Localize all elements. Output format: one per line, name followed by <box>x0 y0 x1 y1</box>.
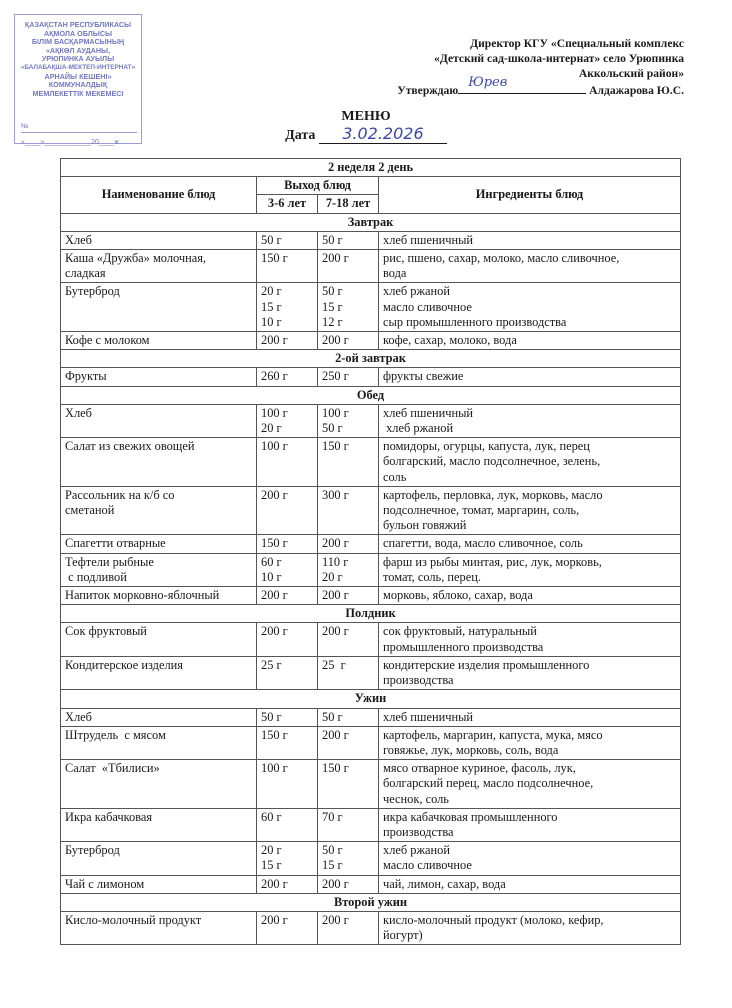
table-row <box>61 486 681 535</box>
ingredients-cell <box>379 486 681 535</box>
portion-3-6-cell <box>257 404 318 437</box>
portion-3-6: 100 г <box>261 761 288 776</box>
stamp-text <box>15 21 141 98</box>
ingredients: кондитерские изделия промышленного <box>383 657 590 672</box>
portion-3-6: 200 г <box>261 487 288 502</box>
portion-3-6-cell <box>257 587 318 605</box>
dish-name-cell <box>61 283 257 332</box>
ingredients: болгарский, масло подсолнечное, зелень, <box>383 454 601 469</box>
ingredients: хлеб пшеничный <box>383 232 474 247</box>
ingredients: бульон говяжий <box>383 518 467 533</box>
ingredients: подсолнечное, томат, маргарин, соль, <box>383 503 580 518</box>
ingredients: говяжье, лук, морковь, соль, вода <box>383 742 559 757</box>
portion-3-6-cell <box>257 438 318 487</box>
ingredients: хлеб пшеничный <box>383 405 474 420</box>
section-row <box>61 350 681 368</box>
stamp-line: МЕМЛЕКЕТТІК МЕКЕМЕСІ <box>32 88 124 98</box>
dish-name: Каша «Дружба» молочная, <box>65 251 207 266</box>
dish-name: Икра кабачковая <box>65 809 153 824</box>
ingredients: хлеб ржаной <box>383 421 454 436</box>
portion-3-6: 25 г <box>261 657 282 672</box>
portion-3-6: 15 г <box>261 299 282 314</box>
portion-3-6: 10 г <box>261 569 282 584</box>
dish-name: Бутерброд <box>65 284 120 299</box>
dish-name: Сок фруктовый <box>65 624 147 639</box>
header-age-3-6: 3-6 лет <box>257 195 318 213</box>
portion-7-18: 150 г <box>322 761 349 776</box>
ingredients: производства <box>383 824 454 839</box>
menu-body <box>61 213 681 945</box>
ingredients-cell <box>379 808 681 841</box>
approval-signature-row <box>364 75 684 98</box>
portion-7-18-cell <box>318 623 379 656</box>
approval-line-1: Директор КГУ «Специальный комплекс <box>470 37 684 50</box>
dish-name-cell <box>61 708 257 726</box>
ingredients: масло сливочное <box>383 858 472 873</box>
portion-7-18-cell <box>318 726 379 759</box>
portion-3-6: 20 г <box>261 421 282 436</box>
ingredients: соль <box>383 469 407 484</box>
dish-name-cell <box>61 404 257 437</box>
portion-3-6: 20 г <box>261 284 282 299</box>
ingredients-cell <box>379 911 681 944</box>
table-caption: 2 неделя 2 день <box>61 159 681 177</box>
portion-3-6-cell <box>257 708 318 726</box>
table-row <box>61 535 681 553</box>
dish-name-cell <box>61 231 257 249</box>
stamp-date-field: «____»____________20____ж. <box>21 139 122 146</box>
table-row <box>61 911 681 944</box>
table-row <box>61 553 681 586</box>
portion-3-6-cell <box>257 875 318 893</box>
stamp-line: ҚАЗАҚСТАН РЕСПУБЛИКАСЫ <box>24 20 132 29</box>
ingredients: масло сливочное <box>383 299 472 314</box>
portion-7-18-cell <box>318 404 379 437</box>
ingredients: промышленного производства <box>383 639 544 654</box>
portion-7-18: 50 г <box>322 421 343 436</box>
portion-7-18-cell <box>318 368 379 386</box>
portion-3-6: 150 г <box>261 727 288 742</box>
ingredients: хлеб ржаной <box>383 843 450 858</box>
portion-7-18-cell <box>318 231 379 249</box>
header-output: Выход блюд <box>257 177 379 195</box>
portion-7-18: 70 г <box>322 809 343 824</box>
portion-3-6-cell <box>257 808 318 841</box>
page-title: МЕНЮ <box>341 109 391 124</box>
ingredients: болгарский перец, масло подсолнечное, <box>383 776 594 791</box>
signature: Юрев <box>468 75 508 90</box>
portion-3-6-cell <box>257 760 318 809</box>
stamp-number-field: № <box>21 123 137 133</box>
portion-7-18-cell <box>318 250 379 283</box>
section-title: Полдник <box>61 605 681 623</box>
portion-7-18-cell <box>318 760 379 809</box>
portion-7-18: 50 г <box>322 843 343 858</box>
table-row <box>61 623 681 656</box>
portion-3-6-cell <box>257 842 318 875</box>
section-row <box>61 386 681 404</box>
portion-7-18-cell <box>318 283 379 332</box>
section-title: 2-ой завтрак <box>61 350 681 368</box>
portion-7-18-cell <box>318 842 379 875</box>
section-title: Обед <box>61 386 681 404</box>
approve-label: Утверждаю <box>397 84 459 97</box>
ingredients-cell <box>379 726 681 759</box>
portion-3-6: 100 г <box>261 439 288 454</box>
dish-name: Фрукты <box>65 369 107 384</box>
ingredients: йогурт) <box>383 928 423 943</box>
portion-3-6-cell <box>257 332 318 350</box>
ingredients: вода <box>383 266 407 281</box>
portion-3-6: 50 г <box>261 709 282 724</box>
table-row <box>61 368 681 386</box>
stamp-line: АРНАЙЫ КЕШЕНІ» <box>44 71 112 81</box>
ingredients: хлеб ржаной <box>383 284 450 299</box>
signer-name: Алдажарова Ю.С. <box>589 84 684 97</box>
table-row <box>61 404 681 437</box>
portion-3-6-cell <box>257 726 318 759</box>
portion-7-18: 200 г <box>322 251 349 266</box>
date-value: 3.02.2026 <box>319 125 447 144</box>
ingredients: мясо отварное куриное, фасоль, лук, <box>383 761 576 776</box>
ingredients-cell <box>379 332 681 350</box>
table-caption-row <box>61 159 681 177</box>
table-row <box>61 332 681 350</box>
portion-7-18: 200 г <box>322 588 349 603</box>
ingredients: спагетти, вода, масло сливочное, соль <box>383 536 583 551</box>
section-row <box>61 893 681 911</box>
stamp-line: УРЮПИНКА АУЫЛЫ <box>41 54 115 64</box>
ingredients: икра кабачковая промышленного <box>383 809 558 824</box>
dish-name: Кондитерское изделия <box>65 657 183 672</box>
portion-3-6: 200 г <box>261 588 288 603</box>
portion-3-6: 260 г <box>261 369 288 384</box>
table-row <box>61 438 681 487</box>
portion-7-18: 200 г <box>322 727 349 742</box>
table-row <box>61 250 681 283</box>
ingredients: томат, соль, перец. <box>383 569 481 584</box>
dish-name: Бутерброд <box>65 843 120 858</box>
dish-name-cell <box>61 726 257 759</box>
ingredients-cell <box>379 842 681 875</box>
portion-3-6-cell <box>257 368 318 386</box>
portion-3-6-cell <box>257 911 318 944</box>
stamp-line: «БАЛАБАҚША-МЕКТЕП-ИНТЕРНАТ» <box>20 63 136 71</box>
table-row <box>61 842 681 875</box>
portion-3-6-cell <box>257 623 318 656</box>
dish-name-cell <box>61 656 257 689</box>
portion-3-6: 150 г <box>261 536 288 551</box>
dish-name: Хлеб <box>65 232 92 247</box>
portion-3-6: 60 г <box>261 809 282 824</box>
ingredients: морковь, яблоко, сахар, вода <box>383 588 533 603</box>
portion-7-18: 200 г <box>322 876 349 891</box>
table-header-row <box>61 177 681 195</box>
stamp-line: БІЛІМ БАСҚАРМАСЫНЫҢ <box>31 37 125 47</box>
section-title: Ужин <box>61 690 681 708</box>
approval-line-3: Аккольский район» <box>578 67 684 80</box>
dish-name-cell <box>61 535 257 553</box>
ingredients: фарш из рыбы минтая, рис, лук, морковь, <box>383 554 602 569</box>
ingredients-cell <box>379 875 681 893</box>
ingredients: кисло-молочный продукт (молоко, кефир, <box>383 912 604 927</box>
portion-3-6: 150 г <box>261 251 288 266</box>
dish-name-cell <box>61 875 257 893</box>
portion-3-6: 50 г <box>261 232 282 247</box>
portion-7-18: 25 г <box>322 657 346 672</box>
dish-name: с подливой <box>65 569 127 584</box>
portion-3-6: 200 г <box>261 624 288 639</box>
section-row <box>61 605 681 623</box>
portion-7-18: 150 г <box>322 439 349 454</box>
ingredients-cell <box>379 438 681 487</box>
portion-3-6-cell <box>257 535 318 553</box>
portion-7-18: 200 г <box>322 912 349 927</box>
portion-7-18: 200 г <box>322 333 349 348</box>
table-row <box>61 231 681 249</box>
stamp-line: КОММУНАЛДЫҚ <box>48 80 108 90</box>
header-dish-name: Наименование блюд <box>61 177 257 213</box>
ingredients-cell <box>379 368 681 386</box>
stamp-line: АҚМОЛА ОБЛЫСЫ <box>43 28 113 38</box>
section-title: Второй ужин <box>61 893 681 911</box>
ingredients-cell <box>379 708 681 726</box>
portion-7-18: 200 г <box>322 624 349 639</box>
portion-7-18-cell <box>318 808 379 841</box>
portion-7-18: 20 г <box>322 569 343 584</box>
dish-name: Кофе с молоком <box>65 333 150 348</box>
dish-name-cell <box>61 842 257 875</box>
dish-name: Штрудель с мясом <box>65 727 166 742</box>
ingredients-cell <box>379 283 681 332</box>
ingredients-cell <box>379 587 681 605</box>
portion-7-18-cell <box>318 587 379 605</box>
menu-title-block <box>0 108 732 144</box>
ingredients: помидоры, огурцы, капуста, лук, перец <box>383 439 590 454</box>
ingredients: сок фруктовый, натуральный <box>383 624 537 639</box>
portion-3-6: 100 г <box>261 405 288 420</box>
portion-7-18-cell <box>318 656 379 689</box>
portion-3-6: 200 г <box>261 876 288 891</box>
ingredients: чай, лимон, сахар, вода <box>383 876 506 891</box>
menu-table <box>60 158 681 945</box>
section-title: Завтрак <box>61 213 681 231</box>
portion-3-6: 200 г <box>261 912 288 927</box>
dish-name-cell <box>61 250 257 283</box>
portion-7-18: 250 г <box>322 369 349 384</box>
dish-name: сладкая <box>65 266 106 281</box>
section-row <box>61 213 681 231</box>
portion-7-18: 300 г <box>322 487 349 502</box>
dish-name-cell <box>61 486 257 535</box>
portion-7-18: 50 г <box>322 232 343 247</box>
ingredients: производства <box>383 673 454 688</box>
portion-3-6-cell <box>257 656 318 689</box>
ingredients-cell <box>379 250 681 283</box>
portion-7-18: 15 г <box>322 858 343 873</box>
portion-3-6-cell <box>257 250 318 283</box>
dish-name: Чай с лимоном <box>65 876 145 891</box>
portion-3-6-cell <box>257 283 318 332</box>
ingredients-cell <box>379 760 681 809</box>
dish-name: Рассольник на к/б со <box>65 487 175 502</box>
portion-3-6: 60 г <box>261 554 282 569</box>
portion-7-18-cell <box>318 708 379 726</box>
portion-3-6: 10 г <box>261 314 282 329</box>
portion-7-18-cell <box>318 438 379 487</box>
stamp-line: «АҚКӨЛ АУДАНЫ, <box>45 45 111 55</box>
portion-7-18: 50 г <box>322 284 343 299</box>
dish-name: Напиток морковно-яблочный <box>65 588 220 603</box>
portion-7-18-cell <box>318 535 379 553</box>
header-ingredients: Ингредиенты блюд <box>379 177 681 213</box>
ingredients-cell <box>379 553 681 586</box>
ingredients-cell <box>379 656 681 689</box>
portion-3-6-cell <box>257 231 318 249</box>
table-row <box>61 808 681 841</box>
dish-name-cell <box>61 911 257 944</box>
portion-7-18-cell <box>318 332 379 350</box>
portion-7-18-cell <box>318 553 379 586</box>
portion-7-18: 200 г <box>322 536 349 551</box>
ingredients: хлеб пшеничный <box>383 709 474 724</box>
portion-7-18-cell <box>318 486 379 535</box>
dish-name-cell <box>61 332 257 350</box>
table-row <box>61 708 681 726</box>
dish-name-cell <box>61 760 257 809</box>
portion-3-6: 200 г <box>261 333 288 348</box>
portion-3-6-cell <box>257 486 318 535</box>
ingredients: кофе, сахар, молоко, вода <box>383 333 517 348</box>
dish-name-cell <box>61 623 257 656</box>
table-row <box>61 656 681 689</box>
dish-name-cell <box>61 368 257 386</box>
signature-line <box>458 75 586 94</box>
portion-7-18: 100 г <box>322 405 349 420</box>
ingredients: картофель, перловка, лук, морковь, масло <box>383 487 603 502</box>
portion-3-6-cell <box>257 553 318 586</box>
dish-name-cell <box>61 587 257 605</box>
dish-name-cell <box>61 553 257 586</box>
table-row <box>61 760 681 809</box>
dish-name: Тефтели рыбные <box>65 554 154 569</box>
table-row <box>61 587 681 605</box>
header-age-7-18: 7-18 лет <box>318 195 379 213</box>
portion-3-6: 15 г <box>261 858 282 873</box>
dish-name: Кисло-молочный продукт <box>65 912 202 927</box>
dish-name: Салат из свежих овощей <box>65 439 195 454</box>
ingredients: фрукты свежие <box>383 369 464 384</box>
ingredients: сыр промышленного производства <box>383 314 567 329</box>
dish-name: Спагетти отварные <box>65 536 166 551</box>
portion-7-18-cell <box>318 875 379 893</box>
portion-7-18: 110 г <box>322 554 349 569</box>
date-label: Дата <box>285 128 316 143</box>
table-row <box>61 283 681 332</box>
dish-name: Хлеб <box>65 405 92 420</box>
date-row <box>0 125 732 144</box>
dish-name-cell <box>61 808 257 841</box>
portion-7-18-cell <box>318 911 379 944</box>
portion-7-18: 15 г <box>322 299 343 314</box>
ingredients-cell <box>379 623 681 656</box>
dish-name: сметаной <box>65 503 115 518</box>
dish-name: Хлеб <box>65 709 92 724</box>
table-row <box>61 875 681 893</box>
table-row <box>61 726 681 759</box>
portion-7-18: 50 г <box>322 709 343 724</box>
ingredients: чеснок, соль <box>383 791 449 806</box>
approval-block <box>364 36 684 98</box>
ingredients-cell <box>379 231 681 249</box>
ingredients-cell <box>379 535 681 553</box>
ingredients: рис, пшено, сахар, молоко, масло сливочное, <box>383 251 620 266</box>
dish-name-cell <box>61 438 257 487</box>
ingredients-cell <box>379 404 681 437</box>
portion-7-18: 12 г <box>322 314 343 329</box>
dish-name: Салат «Тбилиси» <box>65 761 160 776</box>
approval-line-2: «Детский сад-школа-интернат» село Урюпинка <box>434 52 684 65</box>
section-row <box>61 690 681 708</box>
ingredients: картофель, маргарин, капуста, мука, мясо <box>383 727 603 742</box>
portion-3-6: 20 г <box>261 843 282 858</box>
